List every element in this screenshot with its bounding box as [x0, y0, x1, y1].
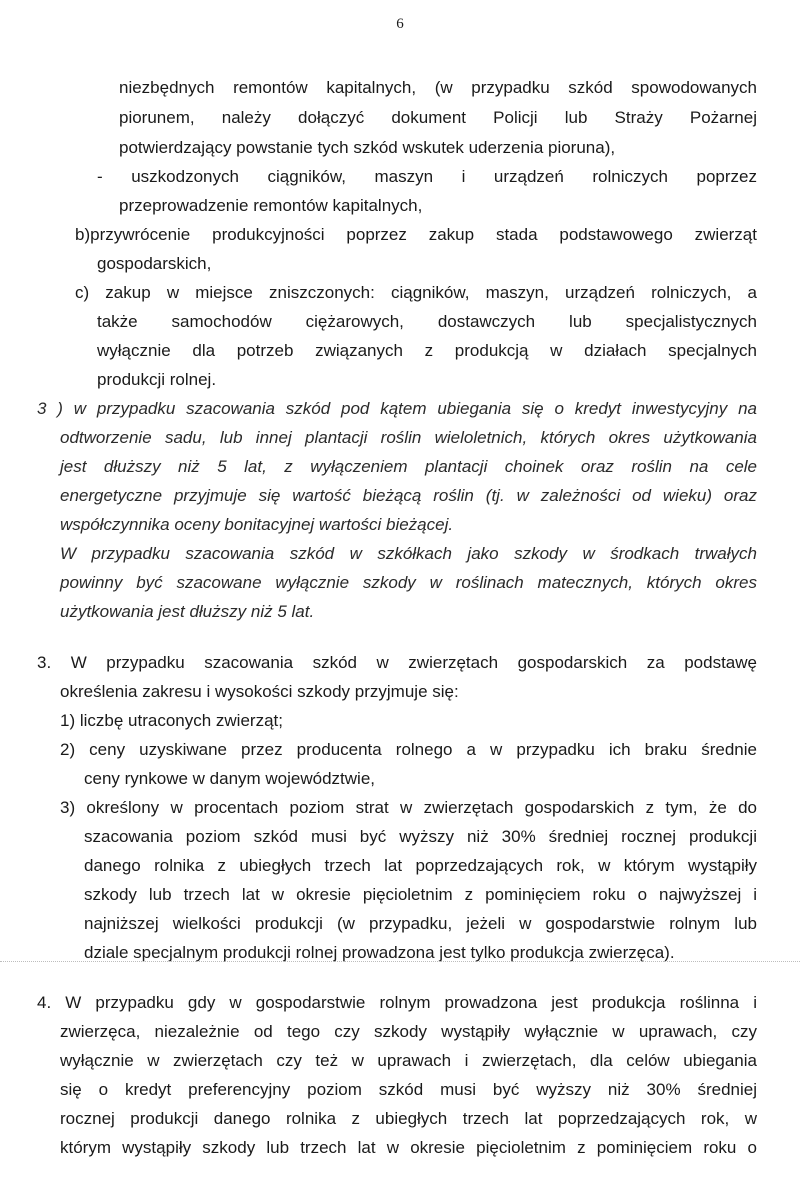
- list-item: b)przywrócenie produkcyjności poprzez zakup stada podstawowego zwierząt: [75, 225, 757, 244]
- list-item: 2) ceny uzyskiwane przez producenta rolnego a w przypadku ich braku średnie: [60, 740, 757, 759]
- text-line: dziale specjalnym produkcji rolnej prowadzona jest tylko produkcja zwierzęca).: [84, 943, 675, 962]
- text-line: się o kredyt preferencyjny poziom szkód musi być wyższy niż 30% średniej: [60, 1080, 757, 1099]
- section-3-heading: 3. W przypadku szacowania szkód w zwierzętach gospodarskich za podstawę: [37, 653, 757, 672]
- text-line: wyłącznie dla potrzeb związanych z produkcją w działach specjalnych: [97, 341, 757, 360]
- text-line: gospodarskich,: [97, 254, 212, 273]
- section-4-heading: 4. W przypadku gdy w gospodarstwie rolnym prowadzona jest produkcja roślinna i: [37, 993, 757, 1012]
- list-item: 1) liczbę utraconych zwierząt;: [60, 711, 283, 730]
- text-line: zwierzęca, niezależnie od tego czy szkody wystąpiły wyłącznie w uprawach, czy: [60, 1022, 757, 1041]
- italic-paragraph-line: odtworzenie sadu, lub innej plantacji roślin wieloletnich, których okres użytkowania: [60, 428, 757, 447]
- list-item: - uszkodzonych ciągników, maszyn i urządzeń rolniczych poprzez: [97, 167, 757, 186]
- italic-paragraph-line: jest dłuższy niż 5 lat, z wyłączeniem plantacji choinek oraz roślin na cele: [60, 457, 757, 476]
- page-number: 6: [396, 16, 404, 32]
- text-line: najniższej wielkości produkcji (w przypadku, jeżeli w gospodarstwie rolnym lub: [84, 914, 757, 933]
- list-item: c) zakup w miejsce zniszczonych: ciągników, maszyn, urządzeń rolniczych, a: [75, 283, 757, 302]
- text-line: także samochodów ciężarowych, dostawczych lub specjalistycznych: [97, 312, 757, 331]
- text-line: niezbędnych remontów kapitalnych, (w przypadku szkód spowodowanych: [119, 78, 757, 97]
- text-line: którym wystąpiły szkody lub trzech lat w okresie pięcioletnim z pominięciem roku o: [60, 1138, 757, 1157]
- text-line: przeprowadzenie remontów kapitalnych,: [119, 196, 423, 215]
- text-line: ceny rynkowe w danym województwie,: [84, 769, 376, 788]
- text-line: szkody lub trzech lat w okresie pięcioletnim z pominięciem roku o najwyższej i: [84, 885, 757, 904]
- text-line: szacowania poziom szkód musi być wyższy niż 30% średniej rocznej produkcji: [84, 827, 757, 846]
- italic-paragraph-line: powinny być szacowane wyłącznie szkody w roślinach matecznych, których okres: [60, 573, 757, 592]
- scan-divider: [0, 961, 800, 962]
- text-line: produkcji rolnej.: [97, 370, 217, 389]
- text-line: danego rolnika z ubiegłych trzech lat poprzedzających rok, w którym wystąpiły: [84, 856, 757, 875]
- italic-paragraph-line: użytkowania jest dłuższy niż 5 lat.: [60, 602, 315, 621]
- text-line: rocznej produkcji danego rolnika z ubiegłych trzech lat poprzedzających rok, w: [60, 1109, 757, 1128]
- italic-paragraph-line: W przypadku szacowania szkód w szkółkach jako szkody w środkach trwałych: [60, 544, 757, 563]
- italic-paragraph-line: współczynnika oceny bonitacyjnej wartości bieżącej.: [60, 515, 454, 534]
- list-item: 3) określony w procentach poziom strat w zwierzętach gospodarskich z tym, że do: [60, 798, 757, 817]
- italic-paragraph-line: energetyczne przyjmuje się wartość bieżącą roślin (tj. w zależności od wieku) oraz: [60, 486, 757, 505]
- text-line: określenia zakresu i wysokości szkody przyjmuje się:: [60, 682, 459, 701]
- italic-paragraph-line: 3 ) w przypadku szacowania szkód pod kątem ubiegania się o kredyt inwestycyjny na: [37, 399, 757, 418]
- text-line: potwierdzający powstanie tych szkód wskutek uderzenia pioruna),: [119, 138, 616, 157]
- text-line: piorunem, należy dołączyć dokument Policji lub Straży Pożarnej: [119, 108, 757, 127]
- text-line: wyłącznie w zwierzętach czy też w uprawach i zwierzętach, dla celów ubiegania: [60, 1051, 757, 1070]
